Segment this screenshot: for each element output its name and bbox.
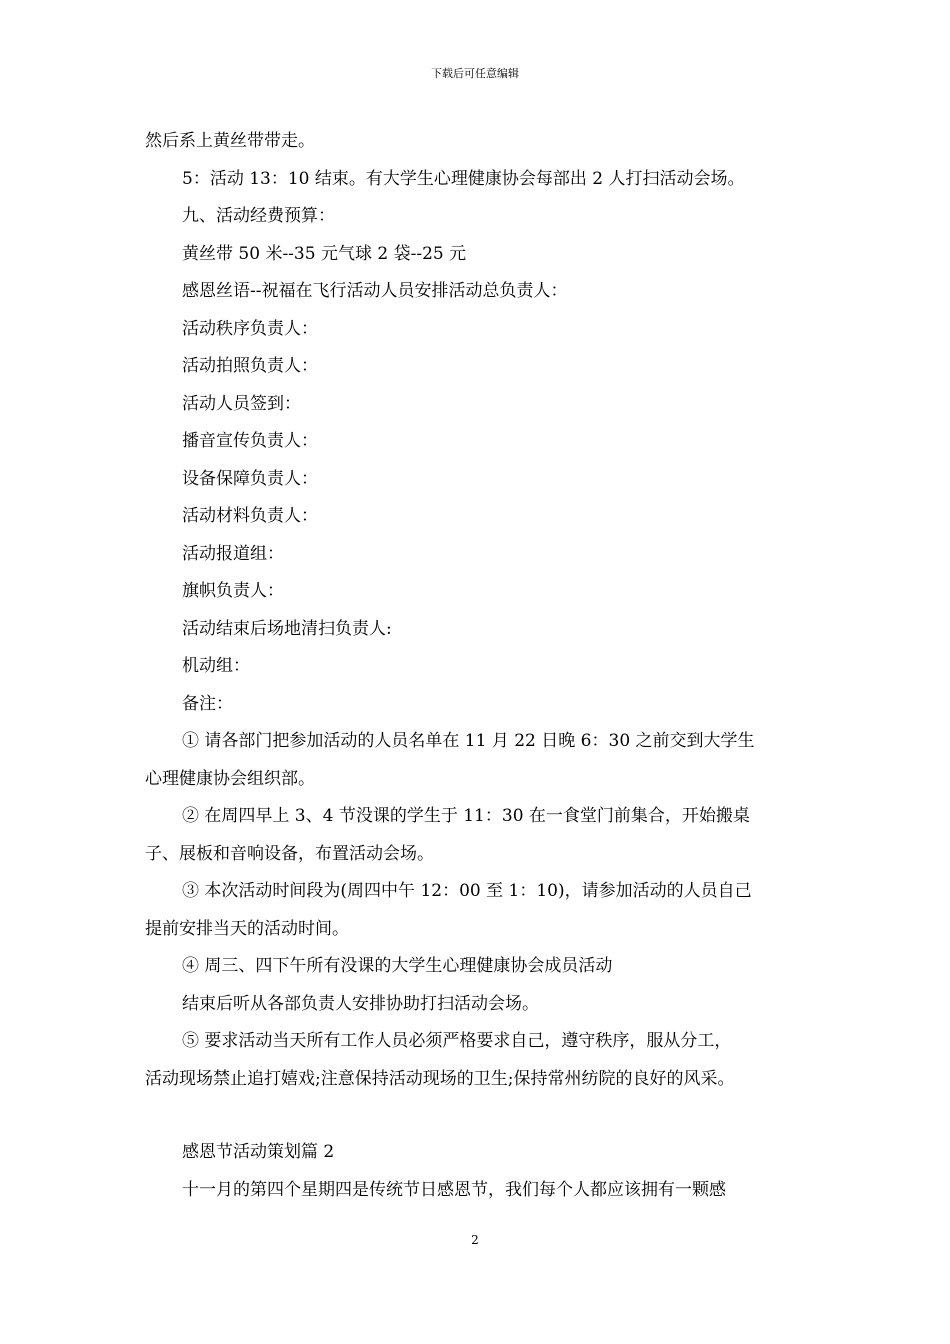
paragraph-line: 机动组： xyxy=(182,656,250,676)
paragraph xyxy=(145,498,815,536)
paragraph xyxy=(145,986,815,1024)
paragraph-line: ① 请各部门把参加活动的人员名单在 11 月 22 日晚 6：30 之前交到大学生 xyxy=(182,731,755,751)
paragraph-line: 子、展板和音响设备，布置活动会场。 xyxy=(145,843,434,864)
paragraph xyxy=(145,536,815,574)
paragraph-line: 设备保障负责人： xyxy=(182,468,318,489)
paragraph xyxy=(145,948,815,986)
paragraph-line: 活动报道组： xyxy=(182,543,284,564)
paragraph xyxy=(145,273,815,311)
paragraph xyxy=(145,198,815,236)
paragraph xyxy=(145,686,815,724)
paragraph-line: 旗帜负责人： xyxy=(182,581,284,601)
paragraph-line: 备注： xyxy=(182,693,233,714)
paragraph xyxy=(145,386,815,424)
page-number: 2 xyxy=(471,1233,479,1247)
paragraph-line: 活动材料负责人： xyxy=(182,506,318,526)
paragraph-line: ③ 本次活动时间段为(周四中午 12：00 至 1：10)，请参加活动的人员自己 xyxy=(182,881,752,901)
paragraph-list xyxy=(145,123,815,1098)
paragraph-line: 黄丝带 50 米--35 元气球 2 袋--25 元 xyxy=(182,243,467,264)
paragraph-line: ④ 周三、四下午所有没课的大学生心理健康协会成员活动 xyxy=(182,956,613,976)
paragraph xyxy=(145,161,815,199)
paragraph-line: 心理健康协会组织部。 xyxy=(145,768,315,789)
paragraph-line: 活动秩序负责人： xyxy=(182,318,318,339)
paragraph xyxy=(145,461,815,499)
paragraph-line: ② 在周四早上 3、4 节没课的学生于 11：30 在一食堂门前集合，开始搬桌 xyxy=(182,806,750,826)
section-gap xyxy=(145,1098,815,1134)
paragraph xyxy=(145,348,815,386)
paragraph xyxy=(145,423,815,461)
paragraph-line: 九、活动经费预算： xyxy=(182,206,335,226)
section-intro: 十一月的第四个星期四是传统节日感恩节，我们每个人都应该拥有一颗感 xyxy=(182,1179,726,1200)
paragraph-line: 活动人员签到： xyxy=(182,393,301,414)
paragraph-line: 活动现场禁止追打嬉戏;注意保持活动现场的卫生;保持常州纺院的良好的风采。 xyxy=(145,1068,735,1089)
paragraph xyxy=(145,873,815,948)
paragraph xyxy=(145,723,815,798)
paragraph xyxy=(145,611,815,649)
page-header: 下载后可任意编辑 xyxy=(431,67,519,80)
paragraph-line: 活动拍照负责人： xyxy=(182,356,318,376)
section-title: 感恩节活动策划篇 2 xyxy=(182,1142,335,1162)
paragraph-line: 播音宣传负责人： xyxy=(182,431,318,451)
paragraph xyxy=(145,573,815,611)
paragraph xyxy=(145,311,815,349)
paragraph-line: 感恩丝语--祝福在飞行活动人员安排活动总负责人： xyxy=(182,281,568,301)
paragraph-line: 然后系上黄丝带带走。 xyxy=(145,131,315,151)
document-body xyxy=(145,123,815,1209)
paragraph xyxy=(145,648,815,686)
paragraph xyxy=(145,123,815,161)
paragraph-line: 提前安排当天的活动时间。 xyxy=(145,918,349,939)
paragraph xyxy=(145,798,815,873)
paragraph-line: 活动结束后场地清扫负责人: xyxy=(182,618,392,639)
paragraph xyxy=(145,1023,815,1098)
paragraph-line: 5：活动 13：10 结束。有大学生心理健康协会每部出 2 人打扫活动会场。 xyxy=(182,168,745,189)
paragraph-line: ⑤ 要求活动当天所有工作人员必须严格要求自己，遵守秩序，服从分工， xyxy=(182,1031,732,1051)
paragraph xyxy=(145,236,815,274)
paragraph-line: 结束后听从各部负责人安排协助打扫活动会场。 xyxy=(182,993,539,1014)
